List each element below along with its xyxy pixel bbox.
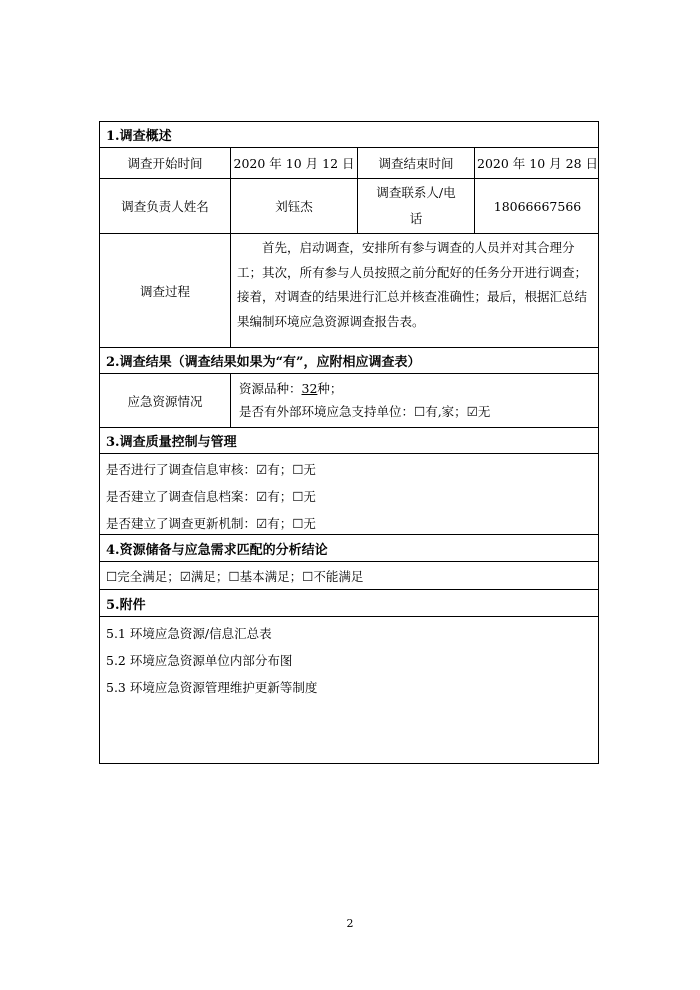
process-text: 首先，启动调查，安排所有参与调查的人员并对其合理分工；其次，所有参与人员按照之前分配好的任务分开进行调查；接着，对调查的结果进行汇总并核查准确性；最后，根据汇总结果编制环境应急资源调查报告表。 — [237, 240, 588, 329]
section3-header-row — [100, 428, 598, 454]
resource-row — [100, 374, 598, 428]
resource-label: 应急资源情况 — [127, 393, 203, 409]
attachment-item: 5.3 环境应急资源管理维护更新等制度 — [106, 680, 318, 695]
section5-title: 5.附件 — [106, 597, 146, 613]
leader-row — [100, 179, 598, 234]
quality-item-archive: 是否建立了调查信息档案：☑有；☐无 — [106, 489, 316, 504]
variety-suffix: 种； — [317, 381, 343, 396]
attachment-item: 5.2 环境应急资源单位内部分布图 — [106, 653, 293, 668]
process-cell — [230, 234, 598, 347]
process-row — [100, 234, 598, 348]
variety-line — [239, 377, 598, 400]
contact-label-line2: 话 — [409, 211, 423, 226]
variety-prefix: 资源品种： — [239, 381, 302, 396]
start-time-value: 2020 年 10 月 12 日 — [230, 148, 357, 178]
match-options: ☐完全满足；☑满足；☐基本满足；☐不能满足 — [106, 568, 364, 584]
section3-title: 3.调查质量控制与管理 — [106, 435, 237, 450]
section3-items — [100, 454, 598, 535]
quality-item-review: 是否进行了调查信息审核：☑有；☐无 — [106, 462, 316, 477]
section1-header-row — [100, 122, 598, 148]
process-label: 调查过程 — [139, 283, 190, 299]
contact-label — [357, 179, 474, 233]
contact-label-line1: 调查联系人/电 — [376, 185, 456, 200]
external-support-line: 是否有外部环境应急支持单位：☐有,家；☑无 — [239, 404, 491, 419]
section2-title: 2.调查结果（调查结果如果为“有”，应附相应调查表） — [106, 355, 421, 370]
end-time-label: 调查结束时间 — [357, 148, 474, 178]
section5-header-row — [100, 590, 598, 617]
end-time-value: 2020 年 10 月 28 日 — [474, 148, 600, 178]
attachment-item: 5.1 环境应急资源/信息汇总表 — [106, 626, 272, 641]
quality-item-update: 是否建立了调查更新机制：☑有；☐无 — [106, 516, 316, 531]
leader-value: 刘钰杰 — [230, 179, 357, 233]
section4-options-row — [100, 562, 598, 590]
section2-header-row — [100, 348, 598, 374]
time-row — [100, 148, 598, 179]
start-time-label: 调查开始时间 — [127, 156, 203, 171]
section1-title: 1.调查概述 — [106, 129, 172, 144]
page-number: 2 — [346, 917, 354, 930]
quality-list — [100, 456, 316, 537]
section4-header-row — [100, 535, 598, 562]
section4-title: 4.资源储备与应急需求匹配的分析结论 — [106, 542, 328, 558]
survey-form-table — [99, 121, 599, 764]
attachments-list — [100, 620, 317, 701]
resource-detail — [230, 374, 598, 427]
leader-label: 调查负责人姓名 — [121, 199, 209, 214]
contact-value: 18066667566 — [474, 179, 600, 233]
variety-count: 32 — [301, 381, 318, 396]
attachments-area — [100, 617, 598, 763]
